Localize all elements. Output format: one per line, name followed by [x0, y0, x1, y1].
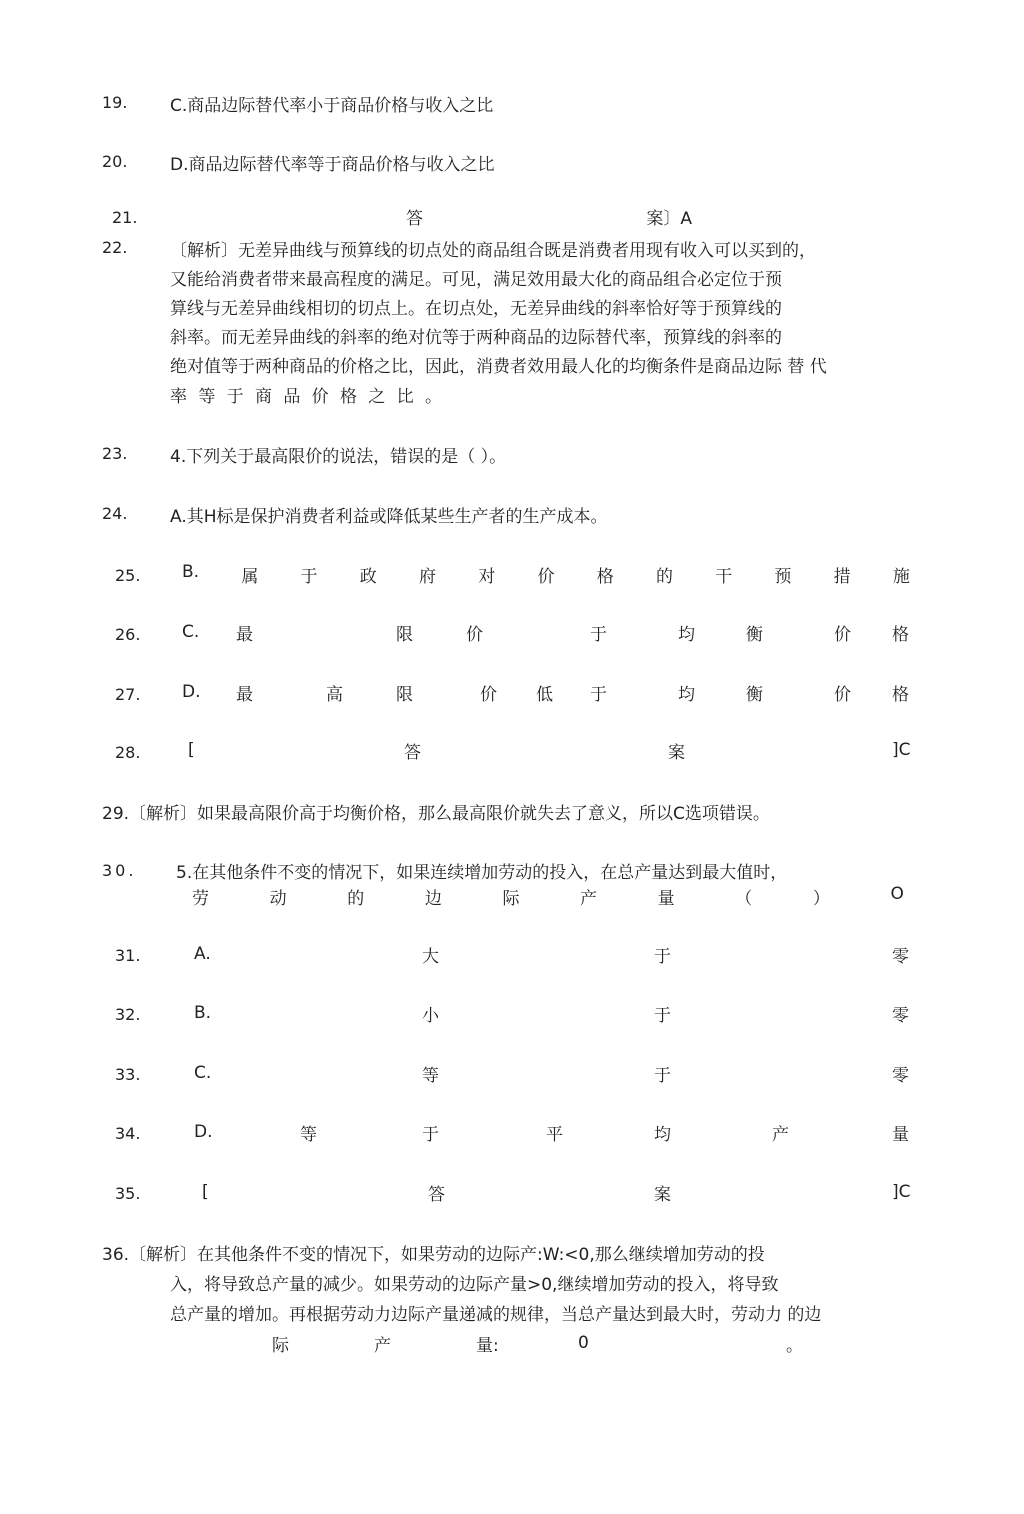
char: 于 [590, 625, 607, 645]
char: 量 [657, 889, 675, 909]
line-number: 27. [115, 685, 141, 704]
char: 品 [283, 387, 301, 407]
answer-value: ]C [892, 740, 911, 760]
char: 价 [834, 685, 851, 705]
question-5-continued [192, 884, 904, 909]
bracket: [ [188, 740, 195, 760]
char: 际 [502, 889, 520, 909]
char: 0 [578, 1333, 589, 1353]
char: 的 [347, 889, 365, 909]
char: 格 [596, 567, 614, 587]
explanation-line: 绝对值等于两种商品的价格之比，因此，消费者效用最人化的均衡条件是商品边际 替 代 [170, 357, 827, 377]
char: 零 [892, 947, 909, 967]
char: 于 [422, 1125, 439, 1145]
char: 。 [786, 1336, 803, 1356]
line-number: 24. [102, 504, 128, 523]
bracket: [ [202, 1182, 209, 1202]
char: 于 [654, 1006, 671, 1026]
char: 干 [715, 567, 733, 587]
char: 施 [892, 567, 910, 587]
line-number: 35. [115, 1184, 141, 1203]
char: 际 [272, 1336, 289, 1356]
line-number: 19. [102, 93, 128, 112]
char: 产 [374, 1336, 391, 1356]
option-letter: C. [194, 1063, 212, 1083]
line-number: 34. [115, 1124, 141, 1143]
char: 格 [339, 387, 357, 407]
answer-value: ]C [892, 1182, 911, 1202]
line-number: 25. [115, 566, 141, 585]
char: 边 [424, 889, 442, 909]
line-number: 22. [102, 238, 128, 257]
char: 产 [772, 1125, 789, 1145]
line-number: 21. [112, 208, 138, 227]
explanation-line [170, 382, 442, 407]
char: 比 [396, 387, 414, 407]
char: ） [812, 889, 830, 909]
char: 于 [590, 685, 607, 705]
option-letter: A. [194, 944, 211, 964]
char: 量: [476, 1336, 499, 1356]
line-number: 26. [115, 625, 141, 644]
explanation-line: 斜率。而无差异曲线的斜率的绝对伉等于两种商品的边际替代率，预算线的斜率的 [170, 328, 782, 348]
char: 。 [424, 387, 442, 407]
char: 劳 [192, 889, 209, 909]
char: 限 [396, 625, 413, 645]
option-letter: B. [182, 562, 200, 582]
char: 均 [654, 1125, 671, 1145]
answer-label: 答 [406, 209, 423, 229]
char: 平 [546, 1125, 563, 1145]
char: 最 [236, 685, 253, 705]
char: 于 [654, 947, 671, 967]
char: O [890, 884, 904, 904]
char: 于 [226, 387, 244, 407]
answer-label: 答 [428, 1185, 445, 1205]
explanation-line: 算线与无差异曲线相切的切点上。在切点处，无差异曲线的斜率恰好等于预算线的 [170, 299, 782, 319]
option-c-text: C.商品边际替代率小于商品价格与收入之比 [170, 96, 494, 116]
option-letter: C. [182, 622, 200, 642]
answer-value: 案〕A [646, 209, 692, 229]
char: 最 [236, 625, 253, 645]
char: 量 [892, 1125, 909, 1145]
line-number: 32. [115, 1005, 141, 1024]
char: 限 [396, 685, 413, 705]
char: 价 [480, 685, 497, 705]
char: 衡 [746, 625, 763, 645]
explanation-line: 入，将导致总产量的减少。如果劳动的边际产量>0,继续增加劳动的投入，将导致 [170, 1275, 779, 1295]
char: 产 [580, 889, 598, 909]
char: 均 [678, 625, 695, 645]
char: 价 [834, 625, 851, 645]
char: 的 [655, 567, 673, 587]
char: 零 [892, 1006, 909, 1026]
char: 措 [833, 567, 851, 587]
char: 于 [654, 1066, 671, 1086]
char: 价 [311, 387, 329, 407]
question-5: 5.在其他条件不变的情况下，如果连续增加劳动的投入，在总产量达到最大值时， [176, 863, 788, 883]
char: 小 [422, 1006, 439, 1026]
option-letter: D. [194, 1122, 213, 1142]
char: 等 [198, 387, 216, 407]
option-d-text: D.商品边际替代率等于商品价格与收入之比 [170, 155, 495, 175]
explanation-line: 〔解析〕无差异曲线与预算线的切点处的商品组合既是消费者用现有收入可以买到的， [170, 241, 816, 261]
char: 价 [537, 567, 555, 587]
char: 府 [419, 567, 437, 587]
answer-label: 案 [668, 743, 685, 763]
explanation-line: 又能给消费者带来最高程度的满足。可见，满足效用最大化的商品组合必定位于预 [170, 270, 782, 290]
char: 商 [254, 387, 272, 407]
char: 高 [326, 685, 343, 705]
char: 等 [300, 1125, 317, 1145]
question-4: 4.下列关于最高限价的说法，错误的是（ ）。 [170, 447, 507, 467]
char: 衡 [746, 685, 763, 705]
answer-line [406, 204, 692, 229]
explanation-line: 总产量的增加。再根据劳动力边际产量递减的规律，当总产量达到最大时，劳动力 的边 [170, 1305, 822, 1325]
line-number: 23. [102, 444, 128, 463]
char: 等 [422, 1066, 439, 1086]
option-letter: B. [194, 1003, 212, 1023]
answer-label: 答 [404, 743, 421, 763]
char: 零 [892, 1066, 909, 1086]
answer-label: 案 [654, 1185, 671, 1205]
line-number: 31. [115, 946, 141, 965]
line-number: 28. [115, 743, 141, 762]
char: （ [735, 889, 753, 909]
line-number: 20. [102, 152, 128, 171]
explanation-line: 36.〔解析〕在其他条件不变的情况下，如果劳动的边际产:W:<0,那么继续增加劳动的投 [102, 1245, 765, 1265]
char: 率 [170, 387, 187, 407]
option-b-text [182, 562, 910, 587]
line-number: 33. [115, 1065, 141, 1084]
char: 政 [359, 567, 377, 587]
char: 之 [368, 387, 386, 407]
char: 于 [300, 567, 318, 587]
char: 属 [241, 567, 259, 587]
option-letter: D. [182, 682, 201, 702]
char: 低 [536, 685, 553, 705]
char: 预 [774, 567, 792, 587]
char: 价 [466, 625, 483, 645]
explanation-line: 29.〔解析〕如果最高限价高于均衡价格，那么最高限价就失去了意义，所以C选项错误。 [102, 804, 770, 824]
char: 均 [678, 685, 695, 705]
char: 动 [269, 889, 287, 909]
char: 格 [892, 685, 909, 705]
char: 格 [892, 625, 909, 645]
option-a-text: A.其H标是保护消费者利益或降低某些生产者的生产成本。 [170, 507, 608, 527]
line-number: 30. [102, 861, 137, 880]
char: 对 [478, 567, 496, 587]
char: 大 [422, 947, 439, 967]
